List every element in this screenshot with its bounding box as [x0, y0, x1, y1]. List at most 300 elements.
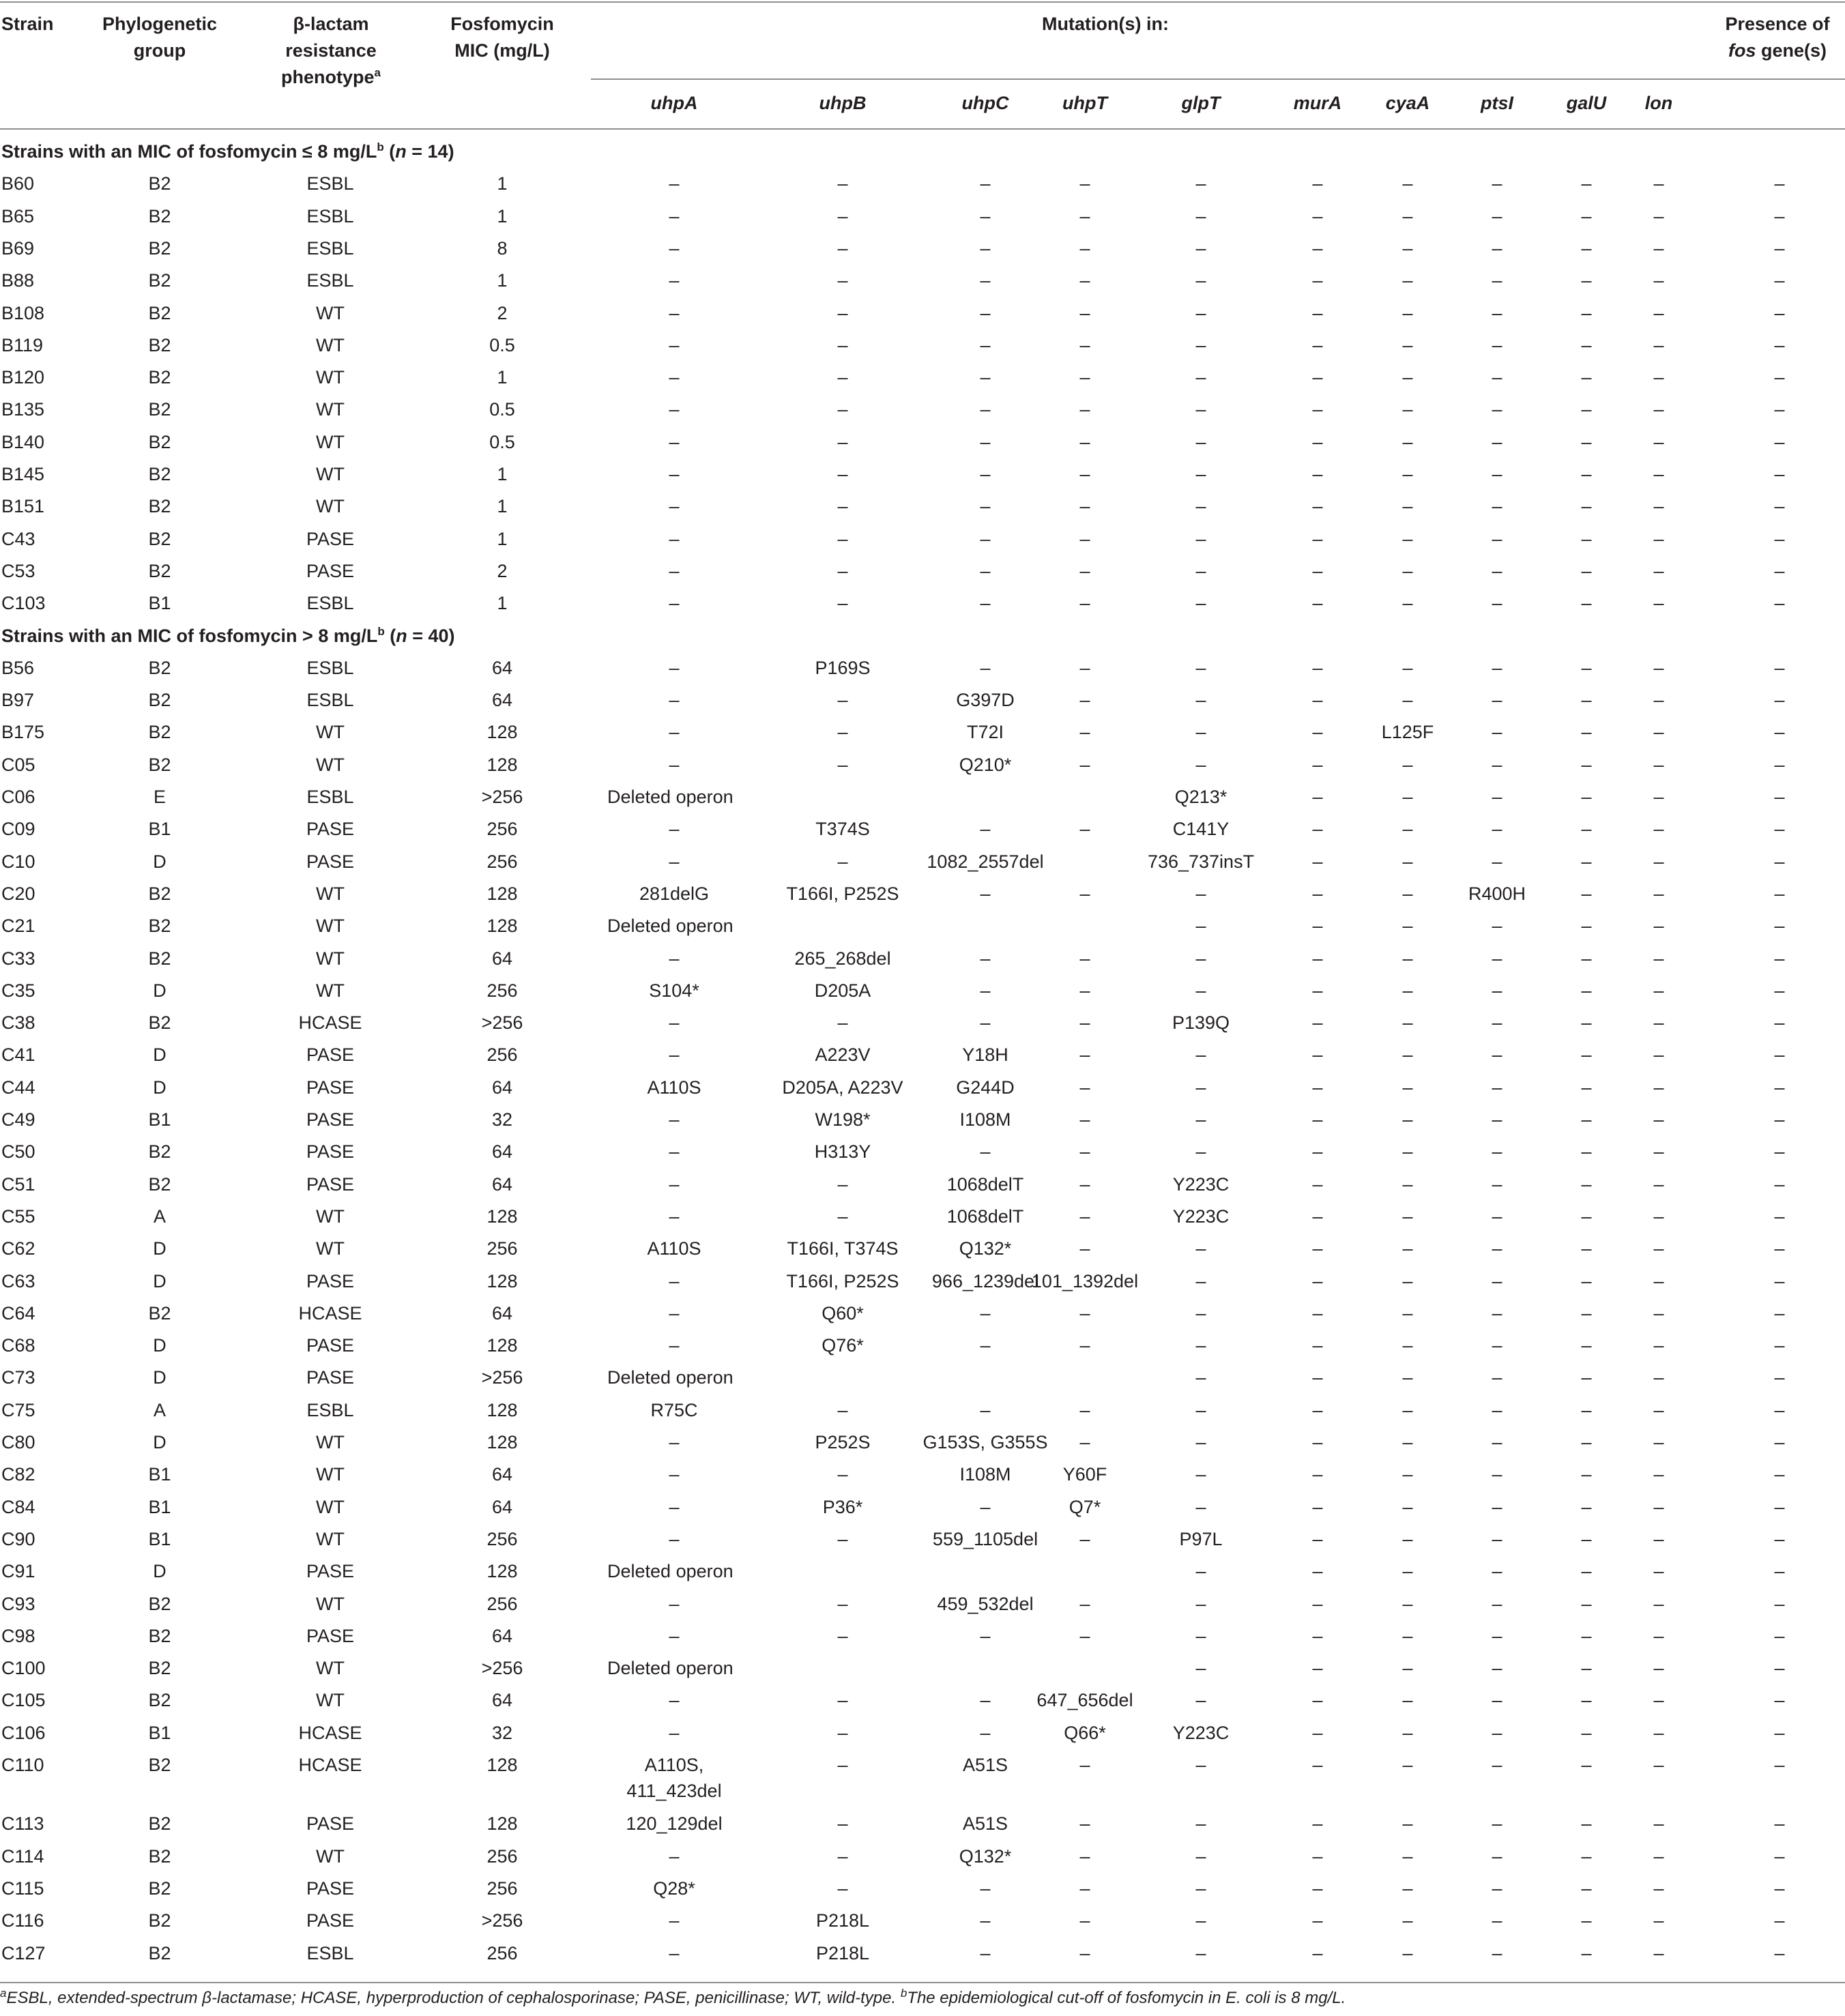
table-cell: –: [1774, 1432, 1785, 1452]
table-cell: –: [1312, 173, 1323, 194]
table-cell: –: [1774, 1910, 1785, 1931]
table-cell: –: [1079, 980, 1090, 1001]
table-cell: P36*: [822, 1496, 863, 1517]
table-cell: B2: [148, 399, 171, 420]
table-cell: 1: [497, 496, 508, 517]
table-cell: 1068delT: [946, 1206, 1024, 1227]
table-cell: –: [1312, 1561, 1323, 1582]
header-strain: Strain: [1, 14, 54, 34]
table-cell: –: [1312, 237, 1323, 259]
table-cell: –: [1492, 1690, 1502, 1711]
table-cell: C141Y: [1172, 819, 1230, 840]
table-cell: –: [1312, 1690, 1323, 1711]
table-cell: ESBL: [306, 1942, 354, 1963]
table-cell: –: [669, 1593, 680, 1614]
table-cell: B120: [1, 367, 45, 388]
table-cell: –: [669, 1270, 680, 1291]
table-cell: –: [1774, 1690, 1785, 1711]
table-cell: PASE: [306, 528, 355, 549]
table-cell: HCASE: [298, 1722, 362, 1743]
header-bottom-rule: [0, 128, 1845, 130]
table-cell: B2: [148, 1942, 171, 1963]
table-cell: –: [837, 722, 848, 743]
table-cell: –: [1653, 1367, 1664, 1388]
table-cell: D: [153, 1432, 166, 1452]
table-cell: –: [1312, 819, 1323, 840]
table-cell: –: [1774, 1077, 1785, 1098]
table-cell: –: [1653, 1044, 1664, 1066]
table-cell: WT: [316, 399, 345, 420]
table-cell: P139Q: [1172, 1012, 1230, 1034]
table-cell: –: [980, 1302, 991, 1324]
table-cell: WT: [316, 1658, 345, 1679]
table-cell: R400H: [1468, 883, 1526, 904]
table-cell: –: [837, 560, 848, 581]
table-cell: B1: [148, 593, 171, 614]
table-cell: –: [1653, 1109, 1664, 1130]
table-cell: 64: [491, 1464, 513, 1485]
table-cell: –: [1653, 270, 1664, 291]
table-cell: –: [1402, 237, 1413, 259]
table-cell: –: [1195, 1755, 1206, 1775]
table-cell: –: [1653, 1722, 1664, 1743]
table-cell: –: [837, 496, 848, 517]
table-cell: 101_1392del: [1031, 1270, 1139, 1291]
table-cell: –: [1492, 1302, 1502, 1324]
table-cell: –: [1402, 302, 1413, 323]
table-cell: 8: [497, 237, 508, 259]
table-cell: B2: [148, 1302, 171, 1324]
table-cell: B69: [1, 237, 35, 259]
table-cell: B2: [148, 560, 171, 581]
table-cell: A110S: [647, 1077, 701, 1098]
table-cell: –: [1653, 302, 1664, 323]
table-cell: –: [837, 1464, 848, 1485]
table-cell: WT: [316, 496, 345, 517]
table-cell: –: [1492, 1335, 1502, 1356]
table-cell: –: [1312, 431, 1323, 452]
table-cell: –: [1195, 593, 1206, 614]
table-cell: –: [1079, 1625, 1090, 1646]
table-cell: –: [980, 1942, 991, 1963]
table-cell: –: [1312, 1496, 1323, 1517]
table-cell: –: [837, 1690, 848, 1711]
table-cell: B2: [148, 657, 171, 678]
table-cell: –: [837, 173, 848, 194]
table-cell: –: [1492, 722, 1502, 743]
table-cell: –: [1312, 1625, 1323, 1646]
table-cell: B2: [148, 496, 171, 517]
table-cell: PASE: [306, 1044, 355, 1066]
table-cell: B2: [148, 1173, 171, 1195]
table-cell: –: [669, 657, 680, 678]
table-cell: –: [1581, 1173, 1592, 1195]
table-cell: –: [1653, 431, 1664, 452]
table-cell: –: [1079, 334, 1090, 355]
table-cell: 64: [491, 1690, 513, 1711]
table-cell: –: [1581, 1012, 1592, 1034]
table-cell: –: [1492, 1238, 1502, 1259]
table-cell: –: [1774, 1722, 1785, 1743]
table-cell: WT: [316, 302, 345, 323]
table-cell: –: [1079, 1012, 1090, 1034]
table-cell: ESBL: [306, 593, 354, 614]
table-cell: –: [1581, 690, 1592, 711]
table-cell: –: [1079, 367, 1090, 388]
table-cell: B108: [1, 302, 45, 323]
table-cell: –: [1492, 690, 1502, 711]
table-cell: W198*: [815, 1109, 871, 1130]
table-cell: –: [1492, 464, 1502, 484]
table-cell: –: [1312, 1238, 1323, 1259]
table-cell: –: [1492, 1367, 1502, 1388]
table-cell: –: [669, 1335, 680, 1356]
table-cell: –: [1079, 1942, 1090, 1963]
table-cell: –: [1774, 1270, 1785, 1291]
table-cell: –: [980, 1625, 991, 1646]
table-cell: –: [669, 819, 680, 840]
table-cell: –: [669, 1141, 680, 1163]
table-cell: 64: [491, 1625, 513, 1646]
table-cell: –: [980, 1012, 991, 1034]
table-cell: –: [1312, 722, 1323, 743]
table-cell: Q213*: [1174, 787, 1227, 807]
table-cell: –: [1492, 496, 1502, 517]
table-cell: HCASE: [298, 1302, 362, 1324]
table-cell: –: [669, 173, 680, 194]
table-cell: –: [1653, 237, 1664, 259]
table-cell: –: [1312, 1399, 1323, 1420]
table-cell: –: [1079, 464, 1090, 484]
table-cell: T166I, P252S: [786, 1270, 899, 1291]
table-cell: –: [1402, 431, 1413, 452]
table-cell: –: [1653, 1561, 1664, 1582]
table-cell: C105: [1, 1690, 46, 1711]
table-cell: –: [1492, 1625, 1502, 1646]
table-cell: –: [1653, 787, 1664, 807]
table-cell: –: [669, 754, 680, 775]
table-cell: –: [980, 593, 991, 614]
table-cell: –: [1402, 1755, 1413, 1775]
table-cell: –: [837, 754, 848, 775]
table-cell: –: [1581, 819, 1592, 840]
mutation-subheader-rule: [591, 78, 1845, 80]
table-cell: –: [1653, 1690, 1664, 1711]
table-cell: –: [1581, 560, 1592, 581]
table-cell: –: [1402, 1173, 1413, 1195]
table-cell: –: [1312, 1302, 1323, 1324]
table-cell: 1068delT: [946, 1173, 1024, 1195]
table-cell: –: [1079, 1302, 1090, 1324]
table-cell: –: [1312, 205, 1323, 227]
table-cell: –: [1492, 302, 1502, 323]
table-cell: –: [1774, 1012, 1785, 1034]
table-cell: –: [1402, 819, 1413, 840]
table-cell: 1: [497, 205, 508, 227]
table-cell: –: [1402, 851, 1413, 872]
table-cell: –: [1195, 1367, 1206, 1388]
table-cell: –: [1312, 883, 1323, 904]
table-cell: –: [1492, 1399, 1502, 1420]
table-cell: –: [1312, 1845, 1323, 1867]
table-cell: –: [1402, 1878, 1413, 1899]
table-cell: –: [1402, 1367, 1413, 1388]
table-cell: 128: [486, 1755, 518, 1775]
table-cell: –: [1581, 367, 1592, 388]
table-cell: C09: [1, 819, 35, 840]
table-cell: B97: [1, 690, 35, 711]
table-cell: –: [1653, 1399, 1664, 1420]
table-cell: –: [1653, 1942, 1664, 1963]
table-cell: –: [980, 302, 991, 323]
table-cell: –: [1492, 334, 1502, 355]
table-cell: –: [1774, 528, 1785, 549]
table-cell: –: [980, 528, 991, 549]
table-cell: –: [1774, 173, 1785, 194]
table-cell: C06: [1, 787, 35, 807]
gene-header-ptsI: ptsI: [1480, 93, 1514, 113]
table-cell: –: [1774, 1302, 1785, 1324]
table-cell: –: [1195, 173, 1206, 194]
table-cell: C114: [1, 1845, 44, 1867]
table-cell: –: [669, 1910, 680, 1931]
table-cell: 128: [486, 1561, 518, 1582]
table-cell: ESBL: [306, 657, 354, 678]
gene-header-cyaA: cyaA: [1385, 93, 1430, 113]
table-cell: –: [1312, 1658, 1323, 1679]
table-cell: –: [1079, 496, 1090, 517]
table-cell: –: [1581, 948, 1592, 969]
table-cell: –: [837, 464, 848, 484]
table-cell: B56: [1, 657, 35, 678]
table-cell: –: [1312, 1910, 1323, 1931]
table-cell: –: [1312, 1367, 1323, 1388]
table-cell: –: [1195, 367, 1206, 388]
table-cell: PASE: [306, 819, 355, 840]
table-cell: –: [980, 1335, 991, 1356]
table-cell: –: [1492, 1528, 1502, 1549]
table-cell: –: [1312, 1109, 1323, 1130]
table-cell: –: [669, 948, 680, 969]
table-cell: –: [1079, 1173, 1090, 1195]
table-cell: C100: [1, 1658, 46, 1679]
table-cell: –: [837, 1813, 848, 1835]
table-cell: –: [1195, 1910, 1206, 1931]
table-cell: B60: [1, 173, 35, 194]
top-rule: [0, 1, 1845, 3]
table-cell: –: [1492, 1432, 1502, 1452]
table-cell: –: [837, 302, 848, 323]
table-cell: –: [1195, 1399, 1206, 1420]
table-cell: 647_656del: [1036, 1690, 1133, 1711]
table-cell: C44: [1, 1077, 35, 1098]
table-cell: –: [1312, 528, 1323, 549]
table-cell: –: [1653, 916, 1664, 937]
table-cell: –: [1492, 1813, 1502, 1835]
table-cell: –: [1402, 1845, 1413, 1867]
table-cell: B2: [148, 237, 171, 259]
table-cell: –: [837, 1625, 848, 1646]
table-cell: WT: [316, 1496, 345, 1517]
table-cell: –: [1402, 1044, 1413, 1066]
table-cell: –: [1402, 1432, 1413, 1452]
table-cell: –: [1195, 270, 1206, 291]
table-cell: WT: [316, 722, 345, 743]
table-cell: C103: [1, 593, 46, 614]
table-cell: 1082_2557del: [927, 851, 1044, 872]
table-cell: –: [1402, 787, 1413, 807]
table-cell: –: [1653, 690, 1664, 711]
table-cell: PASE: [306, 560, 355, 581]
table-cell: –: [980, 1722, 991, 1743]
table-cell: –: [1079, 431, 1090, 452]
table-cell: –: [1195, 1335, 1206, 1356]
table-cell: –: [1312, 1528, 1323, 1549]
table-cell: –: [1492, 1077, 1502, 1098]
table-cell: –: [1402, 334, 1413, 355]
table-cell: C43: [1, 528, 35, 549]
table-cell: –: [1079, 173, 1090, 194]
table-cell: –: [1402, 496, 1413, 517]
table-cell: 265_268del: [794, 948, 891, 969]
table-cell: WT: [316, 916, 345, 937]
table-cell: D: [153, 1367, 166, 1388]
table-cell: 64: [491, 1141, 513, 1163]
table-cell: –: [837, 1878, 848, 1899]
table-cell: –: [1492, 173, 1502, 194]
table-cell: WT: [316, 948, 345, 969]
table-cell: B2: [148, 1593, 171, 1614]
table-cell: –: [837, 593, 848, 614]
table-cell: P218L: [815, 1942, 870, 1963]
table-cell: –: [1195, 1302, 1206, 1324]
table-cell: D: [153, 851, 166, 872]
table-cell: –: [1312, 1141, 1323, 1163]
table-cell: –: [837, 1012, 848, 1034]
table-cell: –: [1402, 754, 1413, 775]
table-cell: –: [1774, 1141, 1785, 1163]
table-cell: C113: [1, 1813, 44, 1835]
table-cell: –: [1402, 948, 1413, 969]
header-fos-genes: Presence of fos gene(s): [1725, 14, 1830, 61]
table-cell: –: [1402, 1813, 1413, 1835]
table-cell: –: [1079, 1109, 1090, 1130]
table-cell: –: [1774, 270, 1785, 291]
table-cell: –: [837, 399, 848, 420]
table-cell: –: [669, 1845, 680, 1867]
table-cell: WT: [316, 1432, 345, 1452]
table-cell: –: [1492, 1141, 1502, 1163]
table-cell: –: [1653, 1238, 1664, 1259]
table-cell: 64: [491, 1496, 513, 1517]
table-cell: D: [153, 1077, 166, 1098]
table-cell: C98: [1, 1625, 35, 1646]
table-cell: –: [1195, 1845, 1206, 1867]
table-cell: –: [980, 496, 991, 517]
table-cell: C73: [1, 1367, 35, 1388]
table-cell: –: [1195, 464, 1206, 484]
table-cell: –: [1312, 1878, 1323, 1899]
table-cell: –: [837, 367, 848, 388]
table-cell: –: [1195, 302, 1206, 323]
table-cell: –: [1195, 1690, 1206, 1711]
table-cell: –: [980, 1690, 991, 1711]
table-cell: –: [1581, 787, 1592, 807]
table-cell: –: [1492, 1658, 1502, 1679]
table-cell: Deleted operon: [607, 1367, 733, 1388]
table-cell: –: [1774, 754, 1785, 775]
table-cell: B2: [148, 302, 171, 323]
table-cell: –: [980, 1910, 991, 1931]
table-cell: –: [1312, 1335, 1323, 1356]
table-cell: L125F: [1381, 722, 1434, 743]
table-cell: ESBL: [306, 270, 354, 291]
table-cell: –: [669, 464, 680, 484]
table-cell: 559_1105del: [932, 1528, 1038, 1549]
table-cell: –: [1581, 1813, 1592, 1835]
table-cell: –: [1195, 528, 1206, 549]
table-cell: G153S, G355S: [922, 1432, 1048, 1452]
table-cell: –: [1581, 1270, 1592, 1291]
table-cell: ESBL: [306, 237, 354, 259]
table-cell: C05: [1, 754, 35, 775]
table-cell: –: [837, 1845, 848, 1867]
section-title: Strains with an MIC of fosfomycin ≤ 8 $mg/L^b$ (n = 14): [1, 141, 454, 162]
table-cell: –: [1774, 302, 1785, 323]
table-cell: –: [669, 528, 680, 549]
table-cell: –: [1653, 173, 1664, 194]
table-cell: –: [1195, 916, 1206, 937]
table-cell: –: [1402, 1722, 1413, 1743]
table-cell: –: [1492, 593, 1502, 614]
table-cell: –: [837, 431, 848, 452]
table-cell: 128: [486, 1399, 518, 1420]
table-cell: B1: [148, 1496, 171, 1517]
table-cell: –: [1774, 1593, 1785, 1614]
table-cell: –: [1312, 593, 1323, 614]
table-cell: –: [1774, 1625, 1785, 1646]
table-cell: –: [1581, 399, 1592, 420]
table-cell: –: [837, 334, 848, 355]
table-cell: –: [1492, 1173, 1502, 1195]
table-cell: –: [1492, 1270, 1502, 1291]
table-cell: –: [1402, 173, 1413, 194]
table-cell: –: [1079, 1813, 1090, 1835]
table-cell: PASE: [306, 1141, 355, 1163]
table-cell: –: [1774, 1206, 1785, 1227]
table-cell: –: [1653, 1335, 1664, 1356]
table-cell: –: [1402, 657, 1413, 678]
table-cell: –: [1653, 205, 1664, 227]
table-cell: –: [1195, 334, 1206, 355]
table-cell: –: [1079, 690, 1090, 711]
table-cell: –: [1774, 399, 1785, 420]
table-cell: –: [1774, 657, 1785, 678]
table-cell: –: [1653, 528, 1664, 549]
table-cell: –: [1195, 237, 1206, 259]
table-cell: –: [1079, 593, 1090, 614]
table-cell: –: [1581, 1141, 1592, 1163]
table-cell: –: [1492, 1206, 1502, 1227]
table-cell: I108M: [959, 1109, 1011, 1130]
gene-header-uhpB: uhpB: [819, 93, 867, 113]
table-cell: –: [669, 205, 680, 227]
table-cell: –: [1581, 1942, 1592, 1963]
table-cell: C82: [1, 1464, 35, 1485]
table-cell: –: [1195, 1238, 1206, 1259]
table-cell: –: [669, 722, 680, 743]
table-cell: –: [669, 302, 680, 323]
